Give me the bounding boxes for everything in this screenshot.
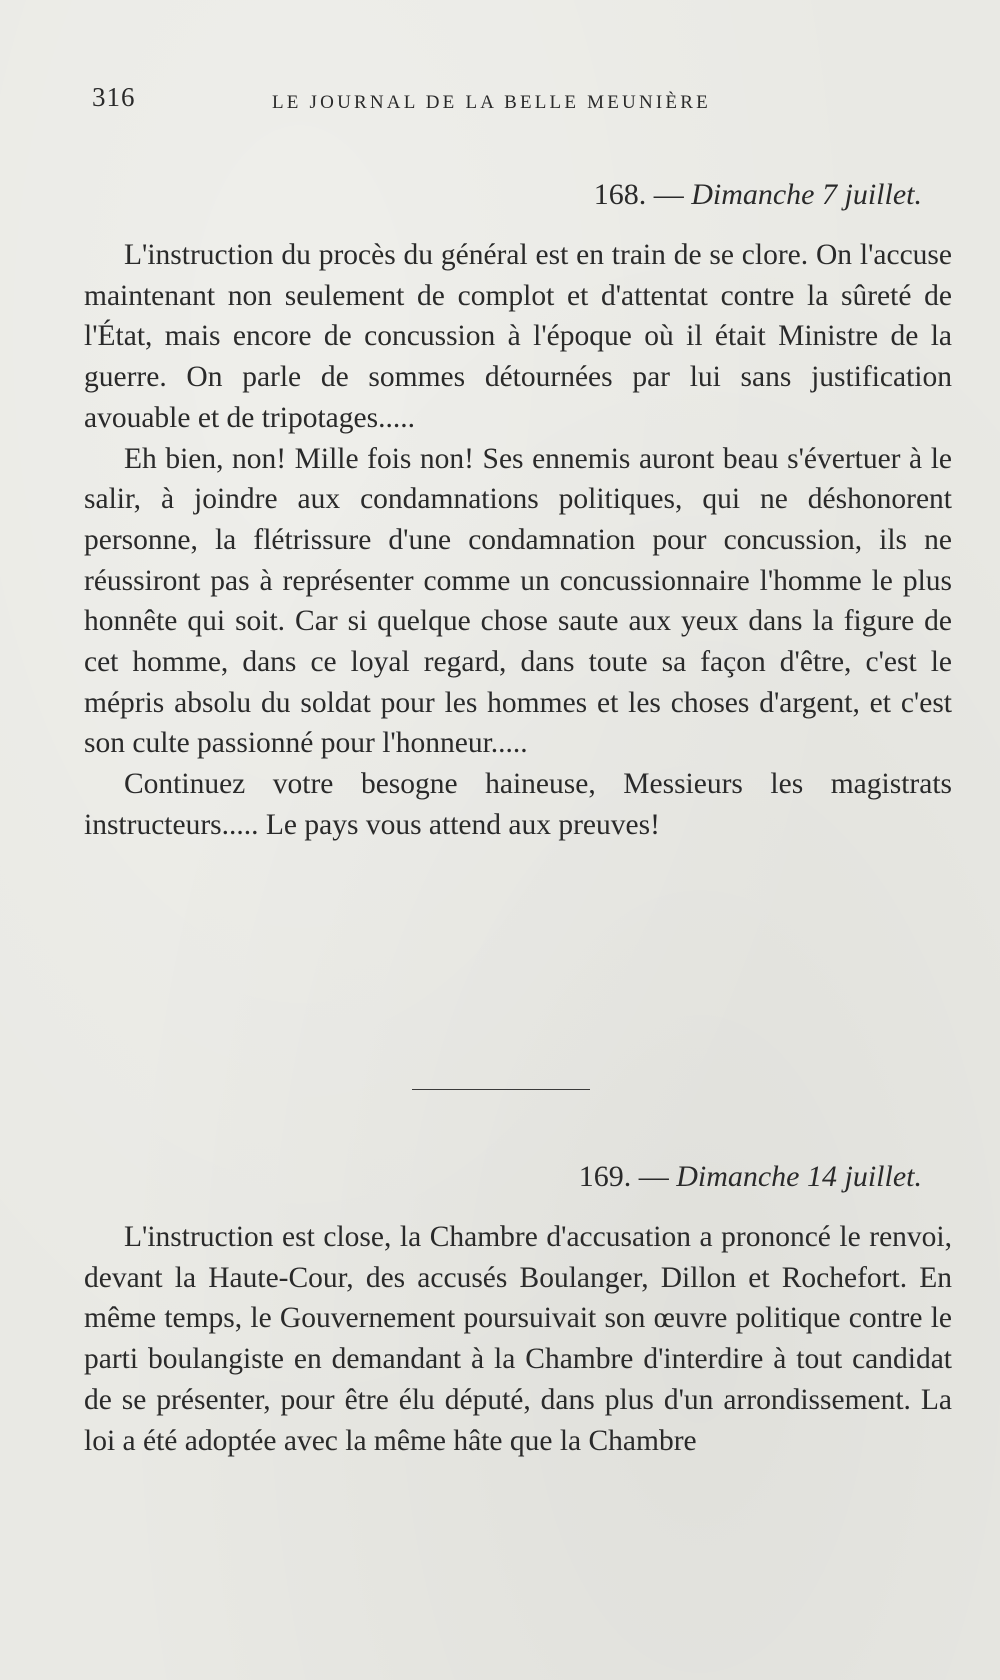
page-header (92, 82, 912, 122)
entry-number: 168. — (593, 178, 684, 211)
entry-heading (84, 1157, 952, 1197)
entry-paragraph: L'instruction est close, la Chambre d'accusation a prononcé le renvoi, devant la Haute-Cour, des accusés Boulanger, Dillon et Rochefort. En même temps, le Gouvernement poursuivait son œuvre politique contre le parti boulangiste en demandant à la Chambre d'interdire à tout candidat de se présenter, pour être élu député, dans plus d'un arrondissement. La loi a été adoptée avec la même hâte que la Chambre (84, 1221, 952, 1457)
entry-number: 169. — (578, 1160, 669, 1193)
entry-paragraph: Eh bien, non! Mille fois non! Ses ennemis auront beau s'évertuer à le salir, à joindre aux condamnations politiques, qui ne déshonorent personne, la flétrissure d'une condamnation pour concussion, ils ne réussiront pas à représenter comme un concussionnaire l'homme le plus honnête qui soit. Car si quelque chose saute aux yeux dans la figure de cet homme, dans ce loyal regard, dans toute sa façon d'être, c'est le mépris absolu du soldat pour les hommes et les choses d'argent, et c'est son culte passionné pour l'honneur..... (84, 442, 952, 760)
entry-heading (84, 175, 952, 215)
entry-paragraph: Continuez votre besogne haineuse, Messieurs les magistrats instructeurs..... Le pays vous attend aux preuves! (84, 768, 952, 841)
entry-date: Dimanche 7 juillet. (691, 178, 922, 211)
section-separator (412, 1089, 590, 1090)
running-title: LE JOURNAL DE LA BELLE MEUNIÈRE (272, 92, 711, 113)
page-number: 316 (92, 82, 136, 112)
entry-paragraph: L'instruction du procès du général est en train de se clore. On l'accuse maintenant non seulement de complot et d'attentat contre la sûreté de l'État, mais encore de concussion à l'époque où il était Ministre de la guerre. On parle de sommes détournées par lui sans justification avouable et de tripotages..... (84, 239, 952, 434)
journal-entry-168 (84, 175, 952, 846)
journal-entry-169 (84, 1157, 952, 1461)
entry-date: Dimanche 14 juillet. (676, 1160, 922, 1193)
